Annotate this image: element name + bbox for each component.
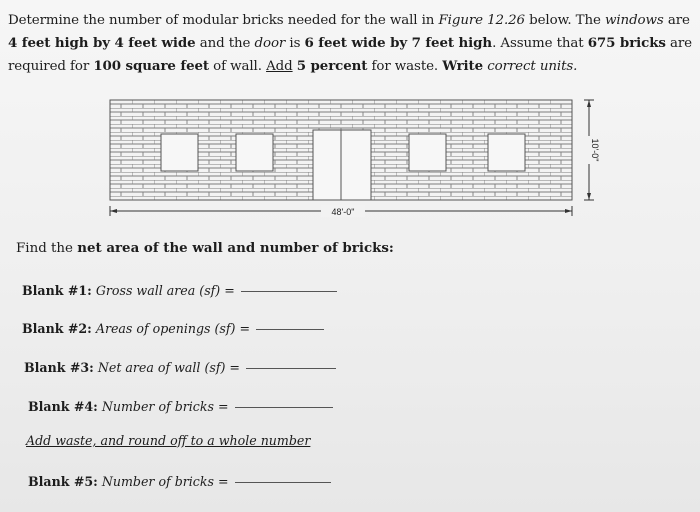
door-right-leaf [341,130,371,200]
blank-5-answer-line[interactable] [235,481,331,483]
blank-4-answer-line[interactable] [235,406,333,408]
blank-3-number: Blank #3: [24,360,94,375]
problem-statement: Determine the number of modular bricks needed for the wall in Figure 12.26 below. The windows are 4 feet high by 4 feet wide and the door is 6 feet wide by 7 feet high. Assume that 675 bricks are required for 100 square feet of wall. Add 5 percent for waste. Write correct units. [8,13,692,74]
window-4 [488,134,525,171]
door-left-leaf [313,130,341,200]
blank-4-row [28,399,333,414]
height-dimension [583,100,600,200]
blank-3-label: Net area of wall (sf) = [97,360,240,375]
width-dimension-label: 48'-0" [331,207,355,217]
height-dimension-label: 10'-0" [590,138,600,162]
blank-5-label: Number of bricks = [101,474,229,489]
blank-5-row [28,474,331,489]
blank-1-number: Blank #1: [22,283,92,298]
blank-2-number: Blank #2: [22,321,92,336]
blank-3-row [24,360,336,375]
instruction-heading: Find the net area of the wall and number of bricks: [16,240,394,256]
waste-instruction: Add waste, and round off to a whole number [26,433,311,448]
width-dimension [110,205,572,217]
window-3 [409,134,446,171]
blank-5-number: Blank #5: [28,474,98,489]
blank-4-label: Number of bricks = [101,399,229,414]
blank-3-answer-line[interactable] [246,367,336,369]
blank-2-label: Areas of openings (sf) = [95,321,251,336]
blank-4-number: Blank #4: [28,399,98,414]
blank-2-row [22,321,324,336]
blank-1-label: Gross wall area (sf) = [95,283,235,298]
window-2 [236,134,273,171]
wall-elevation-drawing [108,96,598,218]
blank-1-answer-line[interactable] [241,290,337,292]
blank-1-row [22,283,337,298]
blank-2-answer-line[interactable] [256,328,324,330]
wall-figure [108,96,598,218]
window-1 [161,134,198,171]
